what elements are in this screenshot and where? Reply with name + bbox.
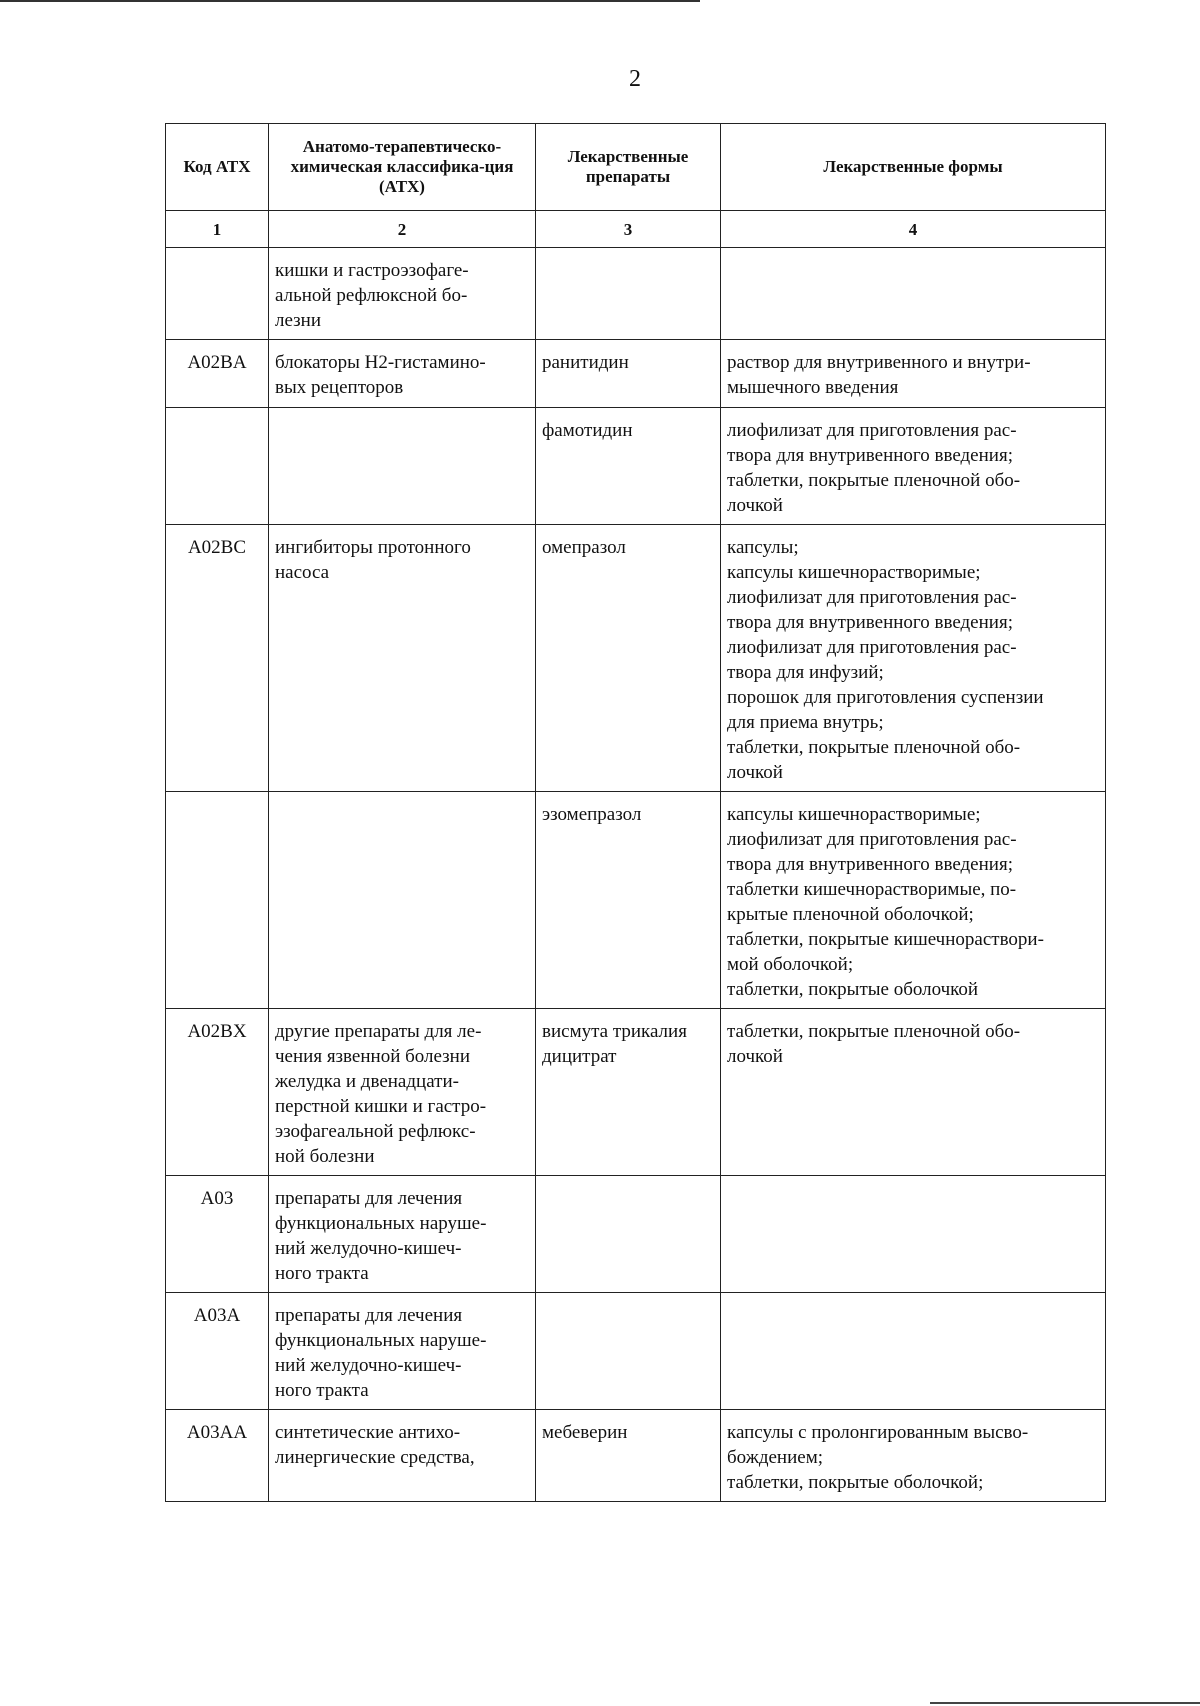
forms-line: для приема внутрь;: [727, 712, 884, 733]
forms-line: таблетки, покрытые пленочной обо-: [727, 470, 1021, 491]
drug-cell: [536, 1293, 721, 1410]
forms-line: мой оболочкой;: [727, 954, 854, 975]
atx-code-cell: [166, 792, 269, 1009]
classification-cell: [269, 525, 536, 792]
table-row: [166, 340, 1106, 408]
classification-cell: [269, 1176, 536, 1293]
forms-line: порошок для приготовления суспензии: [727, 687, 1044, 708]
forms-cell: [721, 1009, 1106, 1176]
forms-line: лиофилизат для приготовления рас-: [727, 829, 1017, 850]
classification-line: эзофагеальной рефлюкс-: [275, 1121, 476, 1142]
forms-line: лочкой: [727, 762, 783, 783]
classification-line: ний желудочно-кишеч-: [275, 1355, 462, 1376]
forms-line: таблетки, покрытые оболочкой: [727, 979, 979, 1000]
forms-line: раствор для внутривенного и внутри-: [727, 352, 1031, 373]
classification-line: желудка и двенадцати-: [275, 1071, 459, 1092]
drug-cell: [536, 248, 721, 340]
table-row: [166, 792, 1106, 1009]
forms-cell: [721, 1176, 1106, 1293]
table-row: [166, 525, 1106, 792]
classification-cell: [269, 408, 536, 525]
forms-line: лиофилизат для приготовления рас-: [727, 587, 1017, 608]
atx-table: [165, 123, 1106, 1502]
atx-code-cell: [166, 408, 269, 525]
classification-line: чения язвенной болезни: [275, 1046, 471, 1067]
classification-line: ного тракта: [275, 1263, 369, 1284]
classification-line: препараты для лечения: [275, 1305, 463, 1326]
drug-cell: [536, 1410, 721, 1502]
header-forms: Лекарственные формы: [721, 124, 1106, 211]
classification-line: другие препараты для ле-: [275, 1021, 482, 1042]
drug-cell: [536, 408, 721, 525]
drug-line: ранитидин: [542, 352, 629, 373]
drug-line: эзомепразол: [542, 804, 642, 825]
classification-line: ной болезни: [275, 1146, 375, 1167]
forms-line: лиофилизат для приготовления рас-: [727, 637, 1017, 658]
drug-cell: [536, 340, 721, 408]
top-rule: [0, 0, 700, 2]
classification-line: функциональных наруше-: [275, 1330, 487, 1351]
header-drugs: Лекарственные препараты: [536, 124, 721, 211]
classification-cell: [269, 1410, 536, 1502]
atx-code-cell: A03AA: [166, 1410, 269, 1502]
forms-line: капсулы кишечнорастворимые;: [727, 562, 981, 583]
classification-cell: [269, 340, 536, 408]
atx-code-cell: A02BA: [166, 340, 269, 408]
forms-line: твора для внутривенного введения;: [727, 445, 1013, 466]
classification-line: линергические средства,: [275, 1447, 475, 1468]
classification-line: кишки и гастроэзофаге-: [275, 260, 469, 281]
forms-line: бождением;: [727, 1447, 823, 1468]
classification-line: альной рефлюксной бо-: [275, 285, 468, 306]
forms-line: крытые пленочной оболочкой;: [727, 904, 974, 925]
forms-line: капсулы;: [727, 537, 799, 558]
forms-cell: [721, 340, 1106, 408]
forms-line: таблетки, покрытые пленочной обо-: [727, 1021, 1021, 1042]
classification-line: блокаторы Н2-гистамино-: [275, 352, 486, 373]
forms-line: таблетки, покрытые оболочкой;: [727, 1472, 984, 1493]
column-number: 1: [166, 211, 269, 248]
classification-line: ний желудочно-кишеч-: [275, 1238, 462, 1259]
classification-line: препараты для лечения: [275, 1188, 463, 1209]
forms-cell: [721, 792, 1106, 1009]
forms-cell: [721, 525, 1106, 792]
forms-line: таблетки, покрытые пленочной обо-: [727, 737, 1021, 758]
forms-cell: [721, 248, 1106, 340]
classification-cell: [269, 248, 536, 340]
forms-line: твора для инфузий;: [727, 662, 884, 683]
classification-line: насоса: [275, 562, 330, 583]
classification-line: вых рецепторов: [275, 377, 404, 398]
forms-line: лочкой: [727, 1046, 783, 1067]
classification-line: ингибиторы протонного: [275, 537, 471, 558]
forms-cell: [721, 1410, 1106, 1502]
forms-line: твора для внутривенного введения;: [727, 854, 1013, 875]
drug-line: дицитрат: [542, 1046, 617, 1067]
column-number-row: [166, 211, 1106, 248]
forms-line: таблетки кишечнорастворимые, по-: [727, 879, 1017, 900]
column-number: 2: [269, 211, 536, 248]
drug-cell: [536, 1176, 721, 1293]
classification-line: перстной кишки и гастро-: [275, 1096, 487, 1117]
drug-line: мебеверин: [542, 1422, 628, 1443]
forms-line: лиофилизат для приготовления рас-: [727, 420, 1017, 441]
drug-line: фамотидин: [542, 420, 633, 441]
forms-cell: [721, 1293, 1106, 1410]
header-atx-code: Код ATX: [166, 124, 269, 211]
column-number: 4: [721, 211, 1106, 248]
classification-line: функциональных наруше-: [275, 1213, 487, 1234]
forms-line: капсулы кишечнорастворимые;: [727, 804, 981, 825]
table-row: [166, 1410, 1106, 1502]
forms-line: таблетки, покрытые кишечнораствори-: [727, 929, 1044, 950]
forms-cell: [721, 408, 1106, 525]
forms-line: капсулы с пролонгированным высво-: [727, 1422, 1029, 1443]
header-row: [166, 124, 1106, 211]
classification-line: ного тракта: [275, 1380, 369, 1401]
forms-line: мышечного введения: [727, 377, 899, 398]
table-row: [166, 1293, 1106, 1410]
classification-cell: [269, 1293, 536, 1410]
classification-cell: [269, 1009, 536, 1176]
drug-cell: [536, 1009, 721, 1176]
page-number: 2: [629, 66, 641, 92]
classification-line: лезни: [275, 310, 321, 331]
table-row: [166, 1176, 1106, 1293]
atx-code-cell: A02BC: [166, 525, 269, 792]
atx-code-cell: A02BX: [166, 1009, 269, 1176]
header-classification: Анатомо-терапевтическо-химическая классифика-ция (ATX): [269, 124, 536, 211]
atx-code-cell: A03: [166, 1176, 269, 1293]
bottom-rule: [930, 1702, 1200, 1704]
drug-cell: [536, 525, 721, 792]
classification-line: синтетические антихо-: [275, 1422, 461, 1443]
atx-code-cell: A03A: [166, 1293, 269, 1410]
forms-line: лочкой: [727, 495, 783, 516]
table-row: [166, 408, 1106, 525]
table-body: [166, 248, 1106, 1502]
classification-cell: [269, 792, 536, 1009]
table-row: [166, 248, 1106, 340]
forms-line: твора для внутривенного введения;: [727, 612, 1013, 633]
column-number: 3: [536, 211, 721, 248]
table-row: [166, 1009, 1106, 1176]
atx-code-cell: [166, 248, 269, 340]
drug-line: висмута трикалия: [542, 1021, 687, 1042]
drug-cell: [536, 792, 721, 1009]
drug-line: омепразол: [542, 537, 626, 558]
